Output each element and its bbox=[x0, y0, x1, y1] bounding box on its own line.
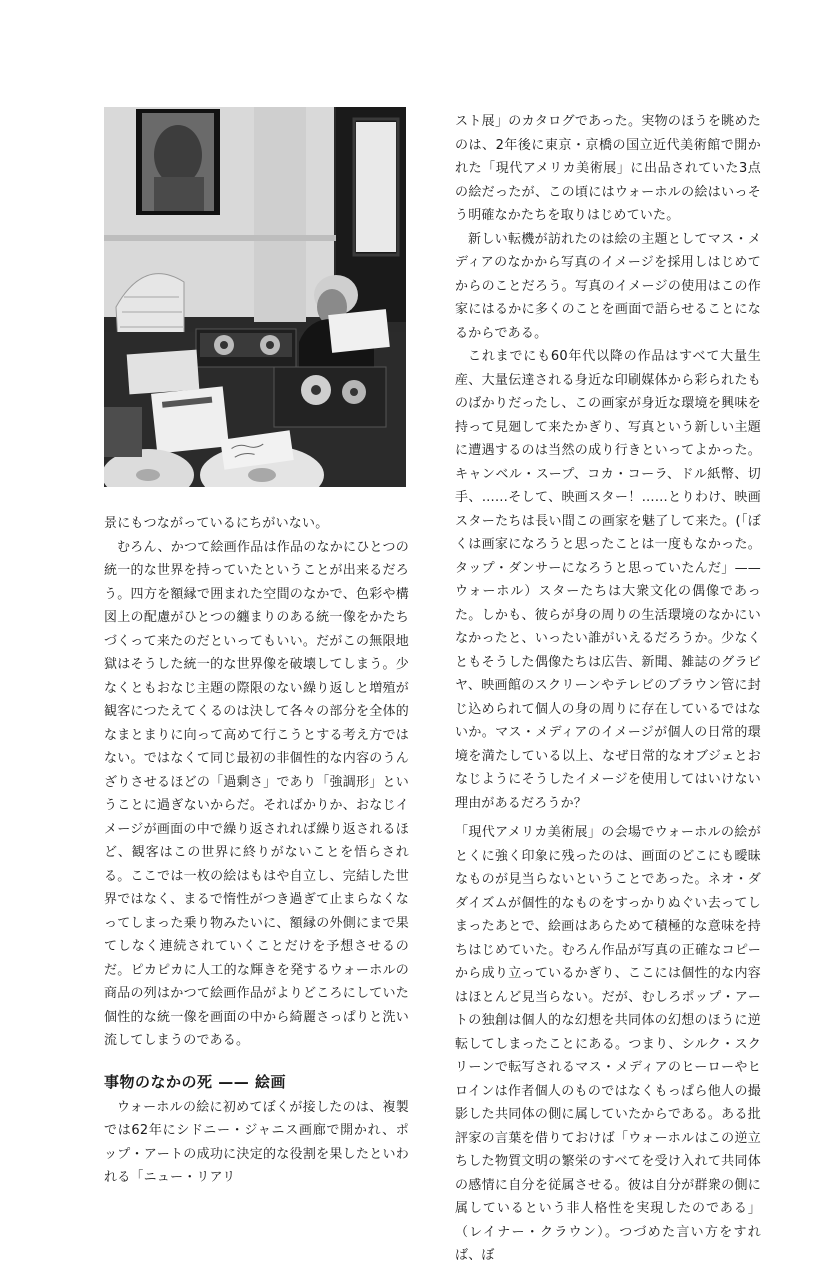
right-column bbox=[455, 110, 761, 1268]
left-column bbox=[104, 512, 409, 1190]
photograph-art bbox=[104, 107, 406, 487]
paragraph: ウォーホルの絵に初めてぼくが接したのは、複製では62年にシドニー・ジャニス画廊で開かれ、ポップ・アートの成功に決定的な役割を果したといわれる「ニュー・リアリ bbox=[104, 1099, 409, 1185]
section-heading: 事物のなかの死 —— 絵画 bbox=[104, 1072, 286, 1091]
paragraph: 「現代アメリカ美術展」の会場でウォーホルの絵がとくに強く印象に残ったのは、画面のどこにも曖昧なものが見当らないということであった。ネオ・ダダイズムが個性的なものをすっかりぬぐい去ってしまったあとで、絵画はあらためて積極的な意味を持ちはじめていた。むろん作品が写真の正確なコピーから成り立っているかぎり、ここには個性的な内容はほとんど見当らない。だが、むしろポップ・アートの独創は個人的な幻想を共同体の幻想のほうに逆転してしまったことにある。つまり、シルク・スクリーンで転写されるマス・メディアのヒーローやヒロインは作者個人のものではなくもっぱら他人の撮影した共同体の側に属していたからである。ある批評家の言葉を借りておけば「ウォーホルはこの逆立ちした物質文明の繁栄のすべてを受け入れて共同体の感情に自分を従属させる。彼は自分が群衆の側に属しているという非人格性を実現したのである」（レイナー・クラウン）。つづめた言い方をすれば、ぼ bbox=[455, 825, 761, 1263]
photograph bbox=[104, 107, 406, 487]
paragraph: スト展」のカタログであった。実物のほうを眺めたのは、2年後に東京・京橋の国立近代美術館で開かれた「現代アメリカ美術展」に出品されていた3点の絵だったが、この頃にはウォーホルの絵はいっそう明確なかたちを取りはじめていた。 bbox=[455, 114, 761, 223]
paragraph: これまでにも60年代以降の作品はすべて大量生産、大量伝達される身近な印刷媒体から彩られたものばかりだったし、この画家が身近な環境を興味を持って見廻して来たかぎり、写真という新しい主題に遭遇するのは当然の成り行きといってよかった。キャンベル・スープ、コカ・コーラ、ドル紙幣、切手、……そして、映画スター！……とりわけ、映画スターたちは長い間この画家を魅了して来た。(「ぼくは画家になろうと思ったことは一度もなかった。タップ・ダンサーになろうと思っていたんだ」——ウォーホル）スターたちは大衆文化の偶像であった。しかも、彼らが身の周りの生活環境のなかにいなかったと、いったい誰がいえるだろうか。少なくともそうした偶像たちは広告、新聞、雑誌のグラビヤ、映画館のスクリーンやテレビのブラウン管に封じ込められて個人の身の周りに存在しているではないか。マス・メディアのイメージが個人の日常的環境を満たしている以上、なぜ日常的なオブジェとおなじようにそうしたイメージを使用してはいけない理由があるだろうか？ bbox=[455, 349, 761, 811]
paragraph: むろん、かつて絵画作品は作品のなかにひとつの統一的な世界を持っていたということが出来るだろう。四方を額縁で囲まれた空間のなかで、色彩や構図上の配慮がひとつの纏まりのある統一像をかたちづくって来たのだといってもいい。だがこの無限地獄はそうした統一的な世界像を破壊してしまう。少なくともおなじ主題の際限のない繰り返しと増殖が観客につたえてくるのは決して各々の部分を全体的なまとまりに向って高めて行こうとする考え方ではない。ではなくて同じ最初の非個性的な内容のうんざりさせるほどの「過剰さ」であり「強調形」ということに過ぎないからだ。そればかりか、おなじイメージが画面の中で繰り返されれば繰り返されるほど、観客はこの世界に終りがないことを悟らされる。ここでは一枚の絵はもはや自立し、完結した世界ではなく、まるで惰性がつき過ぎて止まらなくなってしまった乗り物みたいに、額縁の外側にまで果てしなく連続されていくことだけを予想させるのだ。ピカピカに人工的な輝きを発するウォーホルの商品の列はかつて絵画作品がよりどころにしていた個性的な統一像を画面の中から綺麗さっぱりと洗い流してしまうのである。 bbox=[104, 539, 409, 1048]
paragraph: 景にもつながっているにちがいない。 bbox=[104, 516, 329, 531]
paragraph: 新しい転機が訪れたのは絵の主題としてマス・メディアのなかから写真のイメージを採用しはじめてからのことだろう。写真のイメージの使用はこの作家にはるかに多くのことを画面で語らせることになるからである。 bbox=[455, 231, 761, 341]
